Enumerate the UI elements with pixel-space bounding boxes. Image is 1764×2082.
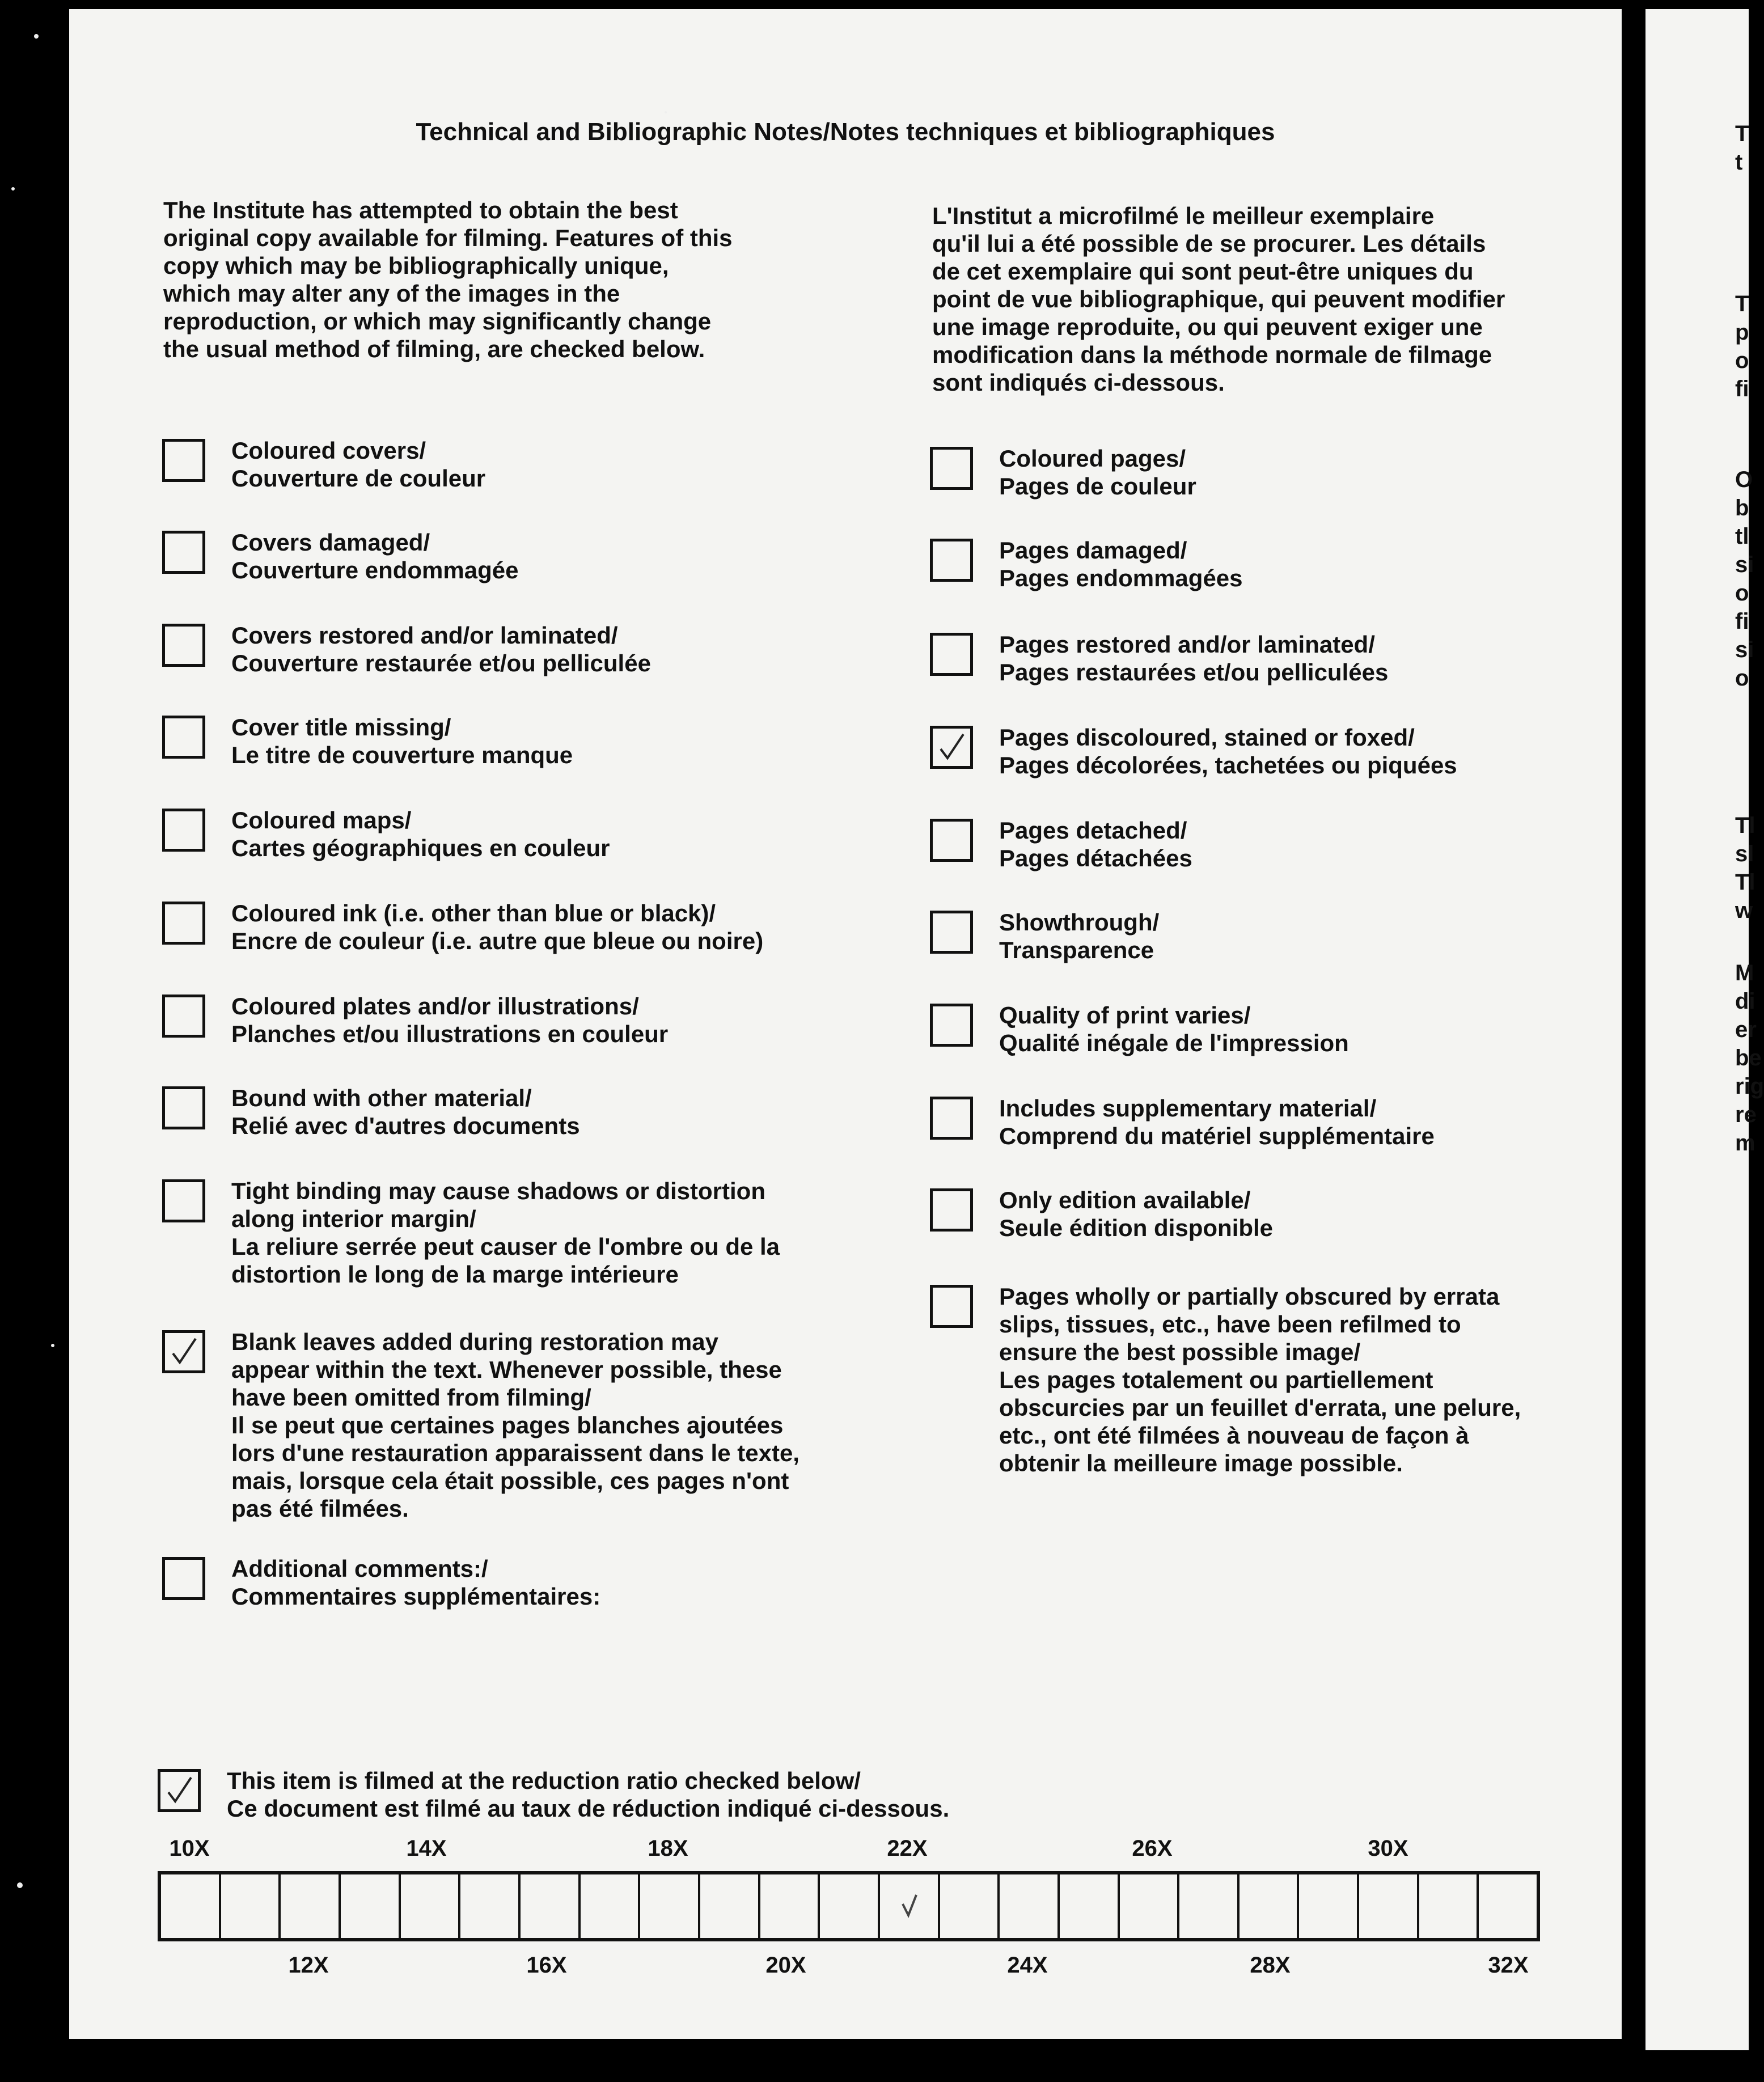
reduction-cell[interactable]	[1060, 1874, 1120, 1938]
checklist-label: Bound with other material/ Relié avec d'autres documents	[231, 1085, 580, 1139]
checklist-label: Additional comments:/ Commentaires supplémentaires:	[231, 1555, 601, 1610]
intro-french: L'Institut a microfilmé le meilleur exemplaire qu'il lui a été possible de se procurer. Les détails de cet exemplaire qui sont peut-être uniques du point de vue bibliographique, qui peuvent modifier une image reproduite, ou qui peuvent exiger une modification dans la méthode normale de filmage sont indiqués ci-dessous.	[932, 202, 1505, 396]
checkmark-icon	[895, 1889, 923, 1923]
dust-speck	[17, 1882, 23, 1888]
checkmark-icon	[166, 1334, 201, 1369]
edge-text-fragment: re	[1735, 1102, 1757, 1127]
edge-text-fragment: o	[1735, 666, 1749, 691]
checklist-label: Covers restored and/or laminated/ Couverture restaurée et/ou pelliculée	[231, 622, 651, 676]
checklist-label: Pages discoloured, stained or foxed/ Pages décolorées, tachetées ou piquées	[999, 724, 1457, 778]
reduction-tick-label: 24X	[1007, 1953, 1048, 1978]
reduction-ratio-item[interactable]	[158, 1767, 949, 1822]
checkbox[interactable]	[162, 624, 205, 667]
checkbox[interactable]	[930, 1097, 973, 1140]
checklist-item[interactable]	[930, 723, 1457, 779]
checkbox[interactable]	[930, 1188, 973, 1232]
checklist-item[interactable]	[162, 437, 485, 492]
intro-english: The Institute has attempted to obtain the best original copy available for filming. Features of this copy which may be bibliographically unique, which may alter any of the images in the reproduction, or which may significantly change the usual method of filming, are checked below.	[163, 197, 733, 362]
reduction-tick-label: 32X	[1488, 1953, 1529, 1978]
checklist-label: Coloured maps/ Cartes géographiques en couleur	[231, 807, 610, 861]
reduction-tick-label: 28X	[1250, 1953, 1291, 1978]
reduction-cell[interactable]	[940, 1874, 1000, 1938]
checklist-label: Cover title missing/ Le titre de couverture manque	[231, 714, 573, 768]
checklist-item[interactable]	[930, 908, 1159, 964]
checkbox[interactable]	[162, 1330, 205, 1373]
checklist-label: Pages wholly or partially obscured by errata slips, tissues, etc., have been refilmed to ensure the best possible image/ Les pages totalement ou partiellement obscurcies par un feuillet d'errata, une pelure, etc., ont été filmées à nouveau de façon à obtenir la meilleure image possible.	[999, 1283, 1521, 1476]
reduction-cell[interactable]	[460, 1874, 521, 1938]
reduction-tick-label: 20X	[765, 1953, 806, 1978]
reduction-tick-label: 12X	[288, 1953, 329, 1978]
reduction-cell[interactable]	[1479, 1874, 1537, 1938]
reduction-cell[interactable]	[1419, 1874, 1479, 1938]
checkbox[interactable]	[162, 995, 205, 1038]
checkbox[interactable]	[930, 1004, 973, 1047]
checkbox[interactable]	[930, 726, 973, 769]
reduction-cell[interactable]	[1299, 1874, 1359, 1938]
edge-text-fragment: p	[1735, 320, 1749, 345]
checklist-item[interactable]	[162, 899, 763, 955]
checkmark-icon	[162, 1773, 197, 1808]
checklist-item[interactable]	[930, 536, 1243, 592]
checkbox[interactable]	[162, 1557, 205, 1600]
notes-sheet	[69, 9, 1622, 2039]
checkbox[interactable]	[162, 1179, 205, 1222]
edge-text-fragment: O	[1735, 467, 1753, 492]
checklist-item[interactable]	[162, 1177, 780, 1288]
reduction-tick-label: 18X	[648, 1836, 688, 1861]
reduction-cell[interactable]	[1000, 1874, 1060, 1938]
edge-text-fragment: be	[1735, 1046, 1762, 1070]
checkbox[interactable]	[930, 1285, 973, 1328]
checklist-item[interactable]	[162, 713, 573, 769]
reduction-cell[interactable]	[1179, 1874, 1240, 1938]
dust-speck	[11, 187, 15, 191]
checkbox[interactable]	[162, 902, 205, 945]
edge-text-fragment: si	[1735, 637, 1754, 662]
reduction-cell[interactable]	[521, 1874, 581, 1938]
checklist-label: Blank leaves added during restoration may appear within the text. Whenever possible, these have been omitted from filming/ Il se peut que certaines pages blanches ajoutées lors d'une restauration apparaissent dans le texte, mais, lorsque cela était possible, ces pages n'ont pas été filmées.	[231, 1328, 799, 1522]
checklist-label: Pages restored and/or laminated/ Pages restaurées et/ou pelliculées	[999, 631, 1389, 685]
checklist-label: Only edition available/ Seule édition disponible	[999, 1187, 1274, 1241]
checklist-label: Showthrough/ Transparence	[999, 909, 1160, 963]
edge-text-fragment: b	[1735, 496, 1749, 520]
reduction-cell[interactable]	[161, 1874, 221, 1938]
checklist-item[interactable]	[930, 816, 1192, 872]
reduction-cell[interactable]	[341, 1874, 401, 1938]
edge-text-fragment: T	[1735, 291, 1749, 316]
edge-text-fragment: M	[1735, 960, 1754, 985]
checklist-item[interactable]	[930, 1186, 1273, 1242]
edge-text-fragment: t	[1735, 150, 1743, 175]
checklist-item[interactable]	[162, 621, 651, 677]
edge-text-fragment: fi	[1735, 376, 1749, 401]
checklist-label: Covers damaged/ Couverture endommagée	[231, 529, 519, 583]
checklist-item[interactable]	[162, 1084, 580, 1140]
checklist-item[interactable]	[930, 445, 1196, 500]
checkbox[interactable]	[930, 911, 973, 954]
edge-text-fragment: Tl	[1735, 813, 1755, 838]
dust-speck	[51, 1344, 54, 1347]
edge-text-fragment: Tl	[1735, 870, 1755, 895]
checkbox[interactable]	[930, 539, 973, 582]
dust-speck	[665, 111, 667, 113]
edge-text-fragment: si	[1735, 552, 1754, 577]
checkbox[interactable]	[162, 1086, 205, 1129]
reduction-tick-label: 22X	[887, 1836, 928, 1861]
checkbox[interactable]	[930, 819, 973, 862]
checkbox[interactable]	[162, 439, 205, 482]
checkbox[interactable]	[158, 1769, 201, 1812]
reduction-scale	[158, 1871, 1540, 1941]
checkbox[interactable]	[162, 716, 205, 759]
edge-text-fragment: sl	[1735, 841, 1754, 866]
edge-text-fragment: tl	[1735, 524, 1749, 549]
reduction-cell[interactable]	[820, 1874, 880, 1938]
checklist-item[interactable]	[162, 1555, 600, 1610]
reduction-cell[interactable]	[1359, 1874, 1419, 1938]
checklist-label: Tight binding may cause shadows or distortion along interior margin/ La reliure serrée peut causer de l'ombre ou de la distortion le long de la marge intérieure	[231, 1178, 780, 1288]
checkmark-icon	[934, 730, 969, 765]
checklist-label: Includes supplementary material/ Comprend du matériel supplémentaire	[999, 1095, 1435, 1149]
edge-text-fragment: er	[1735, 1017, 1757, 1042]
reduction-cell[interactable]	[640, 1874, 700, 1938]
checklist-label: Coloured plates and/or illustrations/ Planches et/ou illustrations en couleur	[231, 993, 669, 1047]
checklist-item[interactable]	[930, 1001, 1349, 1057]
page-title: Technical and Bibliographic Notes/Notes techniques et bibliographiques	[416, 118, 1275, 146]
checklist-label: Coloured covers/ Couverture de couleur	[231, 437, 486, 492]
reduction-tick-label: 14X	[406, 1836, 447, 1861]
reduction-cell[interactable]	[221, 1874, 281, 1938]
checklist-item[interactable]	[930, 1094, 1435, 1150]
checklist-item[interactable]	[930, 630, 1388, 686]
reduction-cell[interactable]	[1240, 1874, 1300, 1938]
edge-text-fragment: o	[1735, 348, 1749, 373]
dust-speck	[34, 34, 39, 39]
reduction-ratio-label: This item is filmed at the reduction ratio checked below/ Ce document est filmé au taux de réduction indiqué ci-dessous.	[227, 1767, 950, 1822]
reduction-tick-label: 26X	[1132, 1836, 1173, 1861]
checklist-item[interactable]	[162, 992, 668, 1048]
reduction-cell[interactable]	[760, 1874, 820, 1938]
checkbox[interactable]	[162, 809, 205, 852]
edge-text-fragment: T	[1735, 121, 1749, 146]
reduction-cell[interactable]	[281, 1874, 341, 1938]
reduction-cell[interactable]	[581, 1874, 641, 1938]
checklist-item[interactable]	[162, 806, 610, 862]
reduction-tick-label: 10X	[169, 1836, 210, 1861]
checklist-label: Pages detached/ Pages détachées	[999, 817, 1192, 871]
reduction-tick-label: 16X	[526, 1953, 567, 1978]
checklist-label: Coloured pages/ Pages de couleur	[999, 445, 1196, 500]
checklist-item[interactable]	[930, 1283, 1521, 1477]
adjacent-sheet-edge	[1645, 9, 1764, 2050]
checkbox[interactable]	[930, 633, 973, 676]
checklist-item[interactable]	[162, 1328, 799, 1522]
checklist-label: Quality of print varies/ Qualité inégale de l'impression	[999, 1002, 1349, 1056]
edge-text-fragment: m	[1735, 1131, 1755, 1156]
checklist-label: Coloured ink (i.e. other than blue or black)/ Encre de couleur (i.e. autre que bleue ou noire)	[231, 900, 764, 954]
checklist-item[interactable]	[162, 528, 518, 584]
reduction-cell[interactable]	[700, 1874, 760, 1938]
edge-text-fragment: rig	[1735, 1074, 1764, 1099]
reduction-cell[interactable]	[1120, 1874, 1180, 1938]
edge-text-fragment: o	[1735, 581, 1749, 606]
checkbox[interactable]	[162, 531, 205, 574]
checkbox[interactable]	[930, 447, 973, 490]
reduction-cell[interactable]	[880, 1874, 940, 1938]
reduction-cell[interactable]	[401, 1874, 461, 1938]
checklist-label: Pages damaged/ Pages endommagées	[999, 537, 1243, 591]
reduction-tick-label: 30X	[1368, 1836, 1408, 1861]
edge-text-fragment: w	[1735, 898, 1753, 923]
edge-text-fragment: di	[1735, 989, 1755, 1014]
edge-text-fragment: fi	[1735, 609, 1749, 634]
